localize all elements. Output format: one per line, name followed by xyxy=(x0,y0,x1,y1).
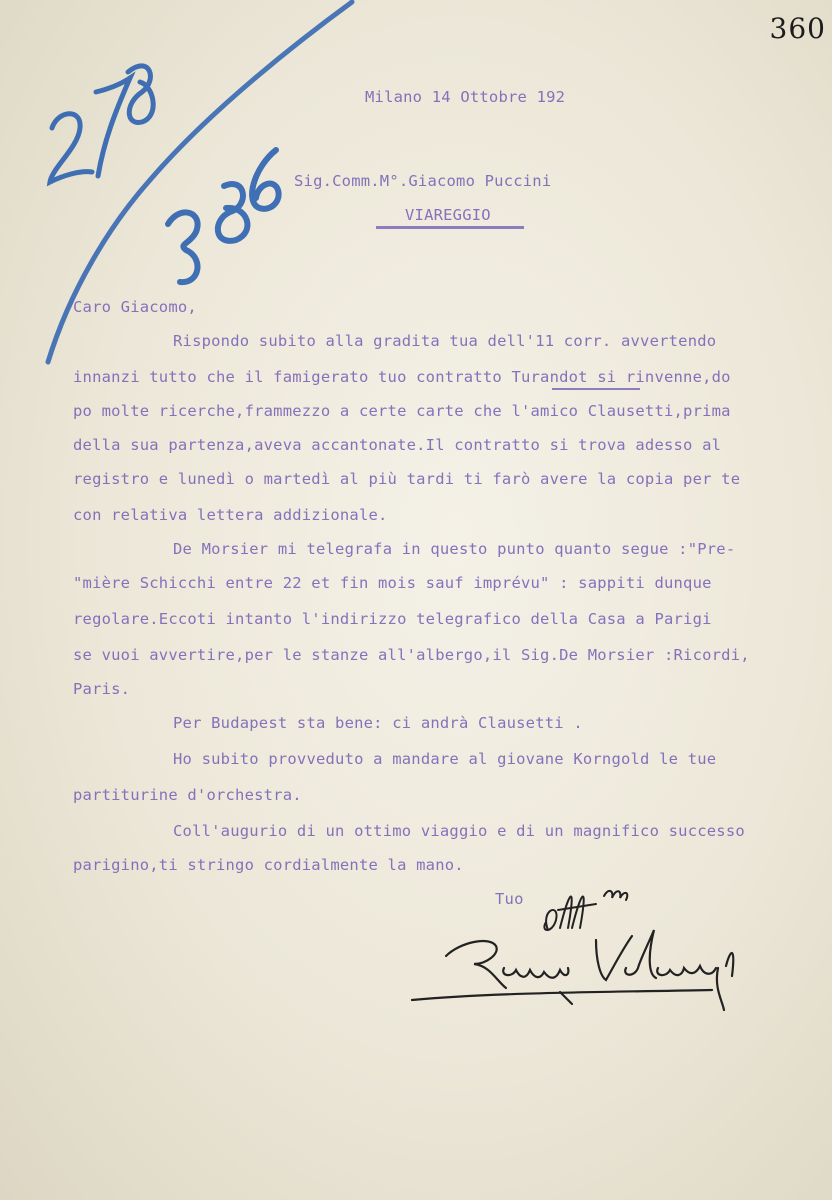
body-line: regolare.Eccoti intanto l'indirizzo telegrafico della Casa a Parigi xyxy=(73,610,712,628)
body-line: innanzi tutto che il famigerato tuo contratto Turandot si rinvenne,do xyxy=(73,368,731,386)
body-line: Rispondo subito alla gradita tua dell'11 corr. avvertendo xyxy=(173,332,717,350)
body-line: Ho subito provveduto a mandare al giovane Korngold le tue xyxy=(173,750,717,768)
turandot-underline xyxy=(552,388,640,390)
handwritten-name xyxy=(412,930,733,1010)
body-line: registro e lunedì o martedì al più tardi ti farò avere la copia per te xyxy=(73,470,741,488)
body-line: parigino,ti stringo cordialmente la mano. xyxy=(73,856,464,874)
handwritten-aff-mo xyxy=(544,891,627,930)
folio-number: 360 xyxy=(769,12,826,45)
closing-typed: Tuo xyxy=(495,890,524,908)
city-underline xyxy=(376,226,524,229)
archive-mark-386 xyxy=(168,150,279,282)
body-line: po molte ricerche,frammezzo a certe carte che l'amico Clausetti,prima xyxy=(73,402,731,420)
body-line: se vuoi avvertire,per le stanze all'albergo,il Sig.De Morsier :Ricordi, xyxy=(73,646,750,664)
body-line: della sua partenza,aveva accantonate.Il contratto si trova adesso al xyxy=(73,436,722,454)
addressee: Sig.Comm.M°.Giacomo Puccini xyxy=(294,172,552,190)
handwritten-signature xyxy=(400,880,800,1020)
body-line: De Morsier mi telegrafa in questo punto quanto segue :"Pre- xyxy=(173,540,736,558)
body-line: Per Budapest sta bene: ci andrà Clausetti . xyxy=(173,714,583,732)
body-line: con relativa lettera addizionale. xyxy=(73,506,388,524)
place-date: Milano 14 Ottobre 192 xyxy=(365,88,566,106)
body-line: "mière Schicchi entre 22 et fin mois sauf imprévu" : sappiti dunque xyxy=(73,574,712,592)
archive-mark-278 xyxy=(50,66,153,182)
body-line: Paris. xyxy=(73,680,131,698)
body-line: partiturine d'orchestra. xyxy=(73,786,302,804)
addressee-city: VIAREGGIO xyxy=(405,206,491,224)
body-line: Coll'augurio di un ottimo viaggio e di un magnifico successo xyxy=(173,822,745,840)
salutation: Caro Giacomo, xyxy=(73,298,197,316)
